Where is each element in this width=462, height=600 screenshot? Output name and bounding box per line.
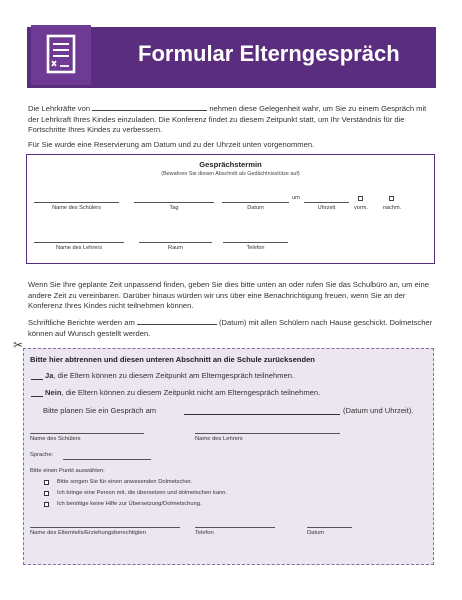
replan-datetime-line[interactable] [184,414,340,415]
no-word: Nein [45,388,62,397]
date-label: Datum [247,205,264,211]
intro-paragraph [28,102,436,136]
time-label: Uhrzeit [317,205,336,211]
day-line[interactable] [134,202,214,203]
no-option [45,388,320,397]
pm-label: nachm. [382,205,402,211]
parent-name-label: Name des Elternteils/Erziehungsberechtigten [30,530,147,536]
interpreter-option-label: Bitte sorgen Sie für einen anwesenden Dolmetscher. [57,479,193,485]
phone-line[interactable] [223,242,288,243]
student-name-line[interactable] [34,202,119,203]
room-line[interactable] [139,242,212,243]
language-line[interactable] [63,459,151,460]
no-help-checkbox[interactable] [44,502,49,507]
tear-student-label: Name des Schülers [30,436,81,442]
um-label: um [292,195,300,201]
am-checkbox[interactable] [358,196,363,201]
reschedule-paragraph: Wenn Sie Ihre geplante Zeit unpassend finden, geben Sie dies bitte unten an oder rufen Sie das Schulbüro an, um eine andere Zeit zu vereinbaren. Darüber hinaus würden wir uns über eine Benachrichtigung freuen, wenn Sie an der Konferenz Ihres Kindes nicht teilnehmen können. [28,280,429,311]
am-label: vorm. [354,205,368,211]
page-title: Formular Elterngespräch [138,41,400,66]
language-label: Sprache: [30,452,54,458]
scissors-icon: ✂ [13,338,24,352]
day-label: Tag [169,205,179,211]
appointment-box [26,154,435,264]
reports-text-start: Schriftliche Berichte werden am [28,318,135,327]
replan-label: Bitte planen Sie ein Gespräch am [43,406,157,415]
no-help-option-label: Ich benötige keine Hilfe zur Übersetzung/Dolmetschung. [57,501,202,507]
appointment-title: Gesprächstermin [199,160,262,169]
appointment-subtitle: (Bewahren Sie diesen Abschnitt als Gedächtnisstütze auf) [161,171,300,177]
tear-teacher-line[interactable] [195,433,340,434]
form-document-icon [31,25,91,85]
room-label: Raum [168,245,183,251]
yes-text: , die Eltern können zu diesem Zeitpunkt am Elterngespräch teilnehmen. [53,371,295,380]
yes-option [45,371,294,380]
intro-text-end: nehmen diese Gelegenheit wahr, um Sie zu einem Gespräch mit der Lehrkraft Ihres Kindes einzuladen. Die Konferenz findet zu diesem Zeitpunkt statt, um Ihr Verständnis für die Fortschritte Ihres Kindes zu verbessern. [28,104,427,135]
tear-off-heading: Bitte hier abtrennen und diesen unteren Abschnitt an die Schule zurücksenden [30,355,315,364]
yes-word: Ja [45,371,54,380]
time-line[interactable] [304,202,349,203]
no-mark-line[interactable] [31,396,43,397]
parent-name-line[interactable] [30,527,180,528]
tear-phone-line[interactable] [195,527,275,528]
pm-checkbox[interactable] [389,196,394,201]
bring-translator-checkbox[interactable] [44,491,49,496]
bring-translator-option-label: Ich bringe eine Person mit, die übersetzen und dolmetschen kann. [57,490,228,496]
yes-mark-line[interactable] [31,379,43,380]
reports-text-end: (Datum) mit allen Schülern nach Hause geschickt. Dolmetscher können auf Wunsch gestellt werden. [28,318,433,338]
tear-date-line[interactable] [307,527,352,528]
reservation-note: Für Sie wurde eine Reservierung am Datum und zu der Uhrzeit unten vorgenommen. [28,140,315,149]
tear-date-label: Datum [307,530,325,536]
intro-text-start: Die Lehrkräfte von [28,104,91,113]
phone-label: Telefon [246,245,265,251]
tear-off-section [23,348,434,565]
tear-phone-label: Telefon [195,530,214,536]
choose-label: Bitte einen Punkt auswählen: [30,468,105,474]
replan-suffix: (Datum und Uhrzeit). [343,406,414,415]
tear-student-line[interactable] [30,433,144,434]
reports-date-field[interactable] [137,316,217,325]
tear-teacher-label: Name des Lehrers [195,436,243,442]
no-text: , die Eltern können zu diesem Zeitpunkt nicht am Elterngespräch teilnehmen. [61,388,321,397]
student-name-label: Name des Schülers [52,205,101,211]
school-name-field[interactable] [92,102,207,111]
reports-paragraph [28,316,436,339]
teacher-name-line[interactable] [34,242,124,243]
teacher-name-label: Name des Lehrers [55,245,102,251]
interpreter-checkbox[interactable] [44,480,49,485]
date-line[interactable] [222,202,289,203]
